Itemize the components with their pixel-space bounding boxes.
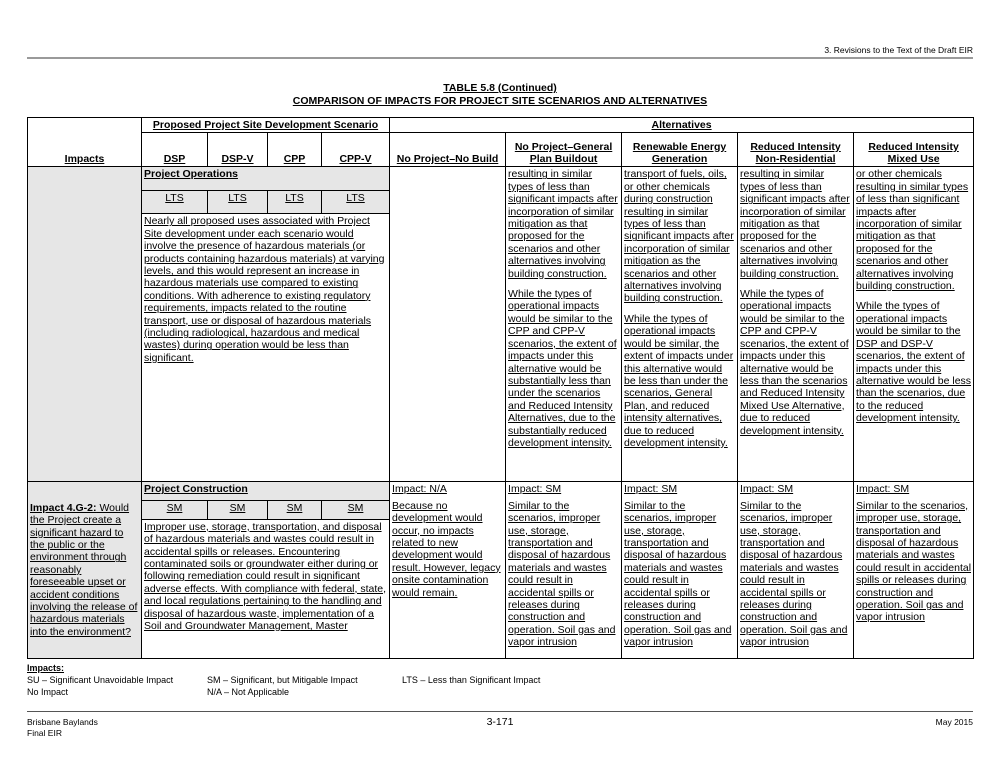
text-paragraph: Because no development would occur, no impacts related to new development would result. However, legacy onsite contamination would remain. [392, 499, 501, 599]
sub-label-construction: Project Construction [142, 482, 390, 501]
col-header-ri-mixed: Reduced Intensity Mixed Use [854, 133, 974, 167]
scenario-text: Improper use, storage, transportation, and disposal of hazardous materials and wastes could result in accidental spills or releases. Encountering contaminated soils or groundwater either during or following remediation could result in significant adverse effects. With compliance with federal, state, and local regulations pertaining to the handling and disposal of hazardous waste, implementation of a Soil and Groundwater Management, Master [142, 519, 390, 658]
gen-plan-cell [506, 482, 622, 658]
gen-plan-cell [506, 167, 622, 482]
col-header-ri-nonres: Reduced Intensity Non-Residential [738, 133, 854, 167]
text-paragraph: resulting in similar types of less than significant impacts after incorporation of similar mitigation as that proposed for the scenarios and other alternatives involving building construction. [740, 168, 850, 280]
footer-date: May 2015 [935, 717, 973, 727]
legend-title: Impacts: [27, 663, 65, 673]
col-header-dspv: DSP-V [208, 133, 268, 167]
impact-code-cpp: LTS [268, 190, 322, 214]
impact-code-dsp: SM [142, 501, 208, 520]
impact-rating: Impact: SM [856, 483, 910, 496]
impact-rating: Impact: SM [740, 483, 794, 496]
text-paragraph: resulting in similar types of less than significant impacts after incorporation of similar mitigation as that proposed for the scenarios and other alternatives involving building construction. [508, 168, 618, 280]
ri-nonres-cell [738, 482, 854, 658]
footer-doc-type: Final EIR [27, 728, 62, 738]
col-header-cppv: CPP-V [322, 133, 390, 167]
impact-code-dsp: LTS [142, 190, 208, 214]
renewable-cell [622, 482, 738, 658]
legend-item-na: N/A – Not Applicable [207, 687, 290, 697]
column-header-row [28, 133, 974, 167]
footer-project: Brisbane Baylands [27, 717, 98, 727]
table-title-line2: COMPARISON OF IMPACTS FOR PROJECT SITE SCENARIOS AND ALTERNATIVES [292, 95, 708, 107]
col-header-impacts: Impacts [28, 118, 142, 167]
running-head: 3. Revisions to the Text of the Draft EIR [824, 45, 973, 55]
text-paragraph: While the types of operational impacts would be similar to the CPP and CPP-V scenarios, the extent of impacts under this alternative would be less than the scenarios and Reduced Intensity Mixed Use Alternative, due to reduced development intensity. [740, 288, 849, 437]
header-rule [27, 57, 973, 59]
ri-mixed-cell [854, 482, 974, 658]
table-row [28, 167, 974, 191]
impact-code-dspv: LTS [208, 190, 268, 214]
col-header-gen-plan: No Project–General Plan Buildout [506, 133, 622, 167]
text-paragraph: Similar to the scenarios, improper use, storage, transportation and disposal of hazardous materials and wastes could result in accidental spills or releases during construction and operation. Soil gas and vapor intrusion [624, 499, 732, 649]
legend-item-lts: LTS – Less than Significant Impact [402, 675, 541, 685]
group-header-alternatives: Alternatives [390, 118, 974, 133]
scenario-text: Nearly all proposed uses associated with Project Site development under each scenario would involve the presence of hazardous materials (or products containing hazardous materials) at varying levels, and this would represent an increase in hazardous materials use compared to existing conditions. With adherence to existing regulatory requirements, impacts related to the routine transport, use or disposal of hazardous materials (including radiological, hazardous and medical wastes) during operation would be less than significant. [142, 214, 390, 482]
text-paragraph: Similar to the scenarios, improper use, storage, transportation and disposal of hazardous materials and wastes could result in accidental spills or releases during construction and operation. Soil gas and vapor intrusion [740, 499, 848, 649]
col-header-dsp: DSP [142, 133, 208, 167]
comparison-table [27, 117, 974, 659]
table-title-line1: TABLE 5.8 (Continued) [443, 82, 557, 94]
col-header-cpp: CPP [268, 133, 322, 167]
group-header-proposed: Proposed Project Site Development Scenario [142, 118, 390, 133]
sub-label-operations: Project Operations [142, 167, 390, 191]
col-header-no-build: No Project–No Build [390, 133, 506, 167]
impact-cell-empty [28, 167, 142, 482]
impact-code-dspv: SM [208, 501, 268, 520]
impact-label: Impact 4.G-2: [30, 501, 97, 514]
impact-rating: Impact: SM [624, 483, 678, 496]
legend-item-sm: SM – Significant, but Mitigable Impact [207, 675, 358, 685]
legend-item-su: SU – Significant Unavoidable Impact [27, 675, 174, 685]
text-paragraph: or other chemicals resulting in similar types of less than significant impacts after incorporation of similar mitigation as that proposed for the scenarios and other alternatives involving building construction. [856, 168, 969, 293]
footer-rule [27, 711, 973, 712]
table-title [0, 82, 1000, 108]
impact-rating: Impact: N/A [392, 483, 447, 496]
ri-nonres-cell [738, 167, 854, 482]
text-paragraph: transport of fuels, oils, or other chemicals during construction resulting in similar types of less than significant impacts after incorporation of similar mitigation as the scenarios and other alternatives involving building construction. [624, 168, 734, 305]
text-paragraph: While the types of operational impacts would be similar, the extent of impacts under this alternative would be less than under the scenarios, General Plan, and reduced intensity alternatives, due to reduced development intensity. [624, 312, 734, 449]
text-paragraph: While the types of operational impacts would be similar to the CPP and CPP-V scenarios, the extent of impacts under this alternative would be substantially less than under the scenarios and Reduced Intensity Alternatives, due to the substantially reduced development intensity. [508, 288, 617, 449]
table-row [28, 482, 974, 501]
impact-cell [28, 482, 142, 658]
text-paragraph: Similar to the scenarios, improper use, storage, transportation and disposal of hazardous materials and wastes could result in accidental spills or releases during construction and operation. Soil gas and vapor intrusion [508, 499, 616, 649]
impact-code-cppv: LTS [322, 190, 390, 214]
legend-item-no-impact: No Impact [27, 687, 69, 697]
group-header-row [28, 118, 974, 133]
col-header-renewable: Renewable Energy Generation [622, 133, 738, 167]
page-number: 3-171 [486, 716, 514, 728]
impact-question: Would the Project create a significant hazard to the public or the environment through reasonably foreseeable upset or accident conditions involving the release of hazardous materials into the environment? [30, 501, 138, 638]
impact-code-cpp: SM [268, 501, 322, 520]
impact-code-cppv: SM [322, 501, 390, 520]
ri-mixed-cell [854, 167, 974, 482]
text-paragraph: While the types of operational impacts would be similar to the DSP and DSP-V scenarios, the extent of impacts under this alternative would be less than the scenarios, due to the reduced development intensity. [856, 300, 972, 425]
no-build-cell [390, 167, 506, 482]
impact-rating: Impact: SM [508, 483, 562, 496]
impacts-legend [27, 662, 540, 698]
renewable-cell [622, 167, 738, 482]
no-build-cell [390, 482, 506, 658]
text-paragraph: Similar to the scenarios, improper use, storage, transportation and disposal of hazardous materials and wastes could result in accidental spills or releases during construction and operation. Soil gas and vapor intrusion [856, 499, 972, 624]
